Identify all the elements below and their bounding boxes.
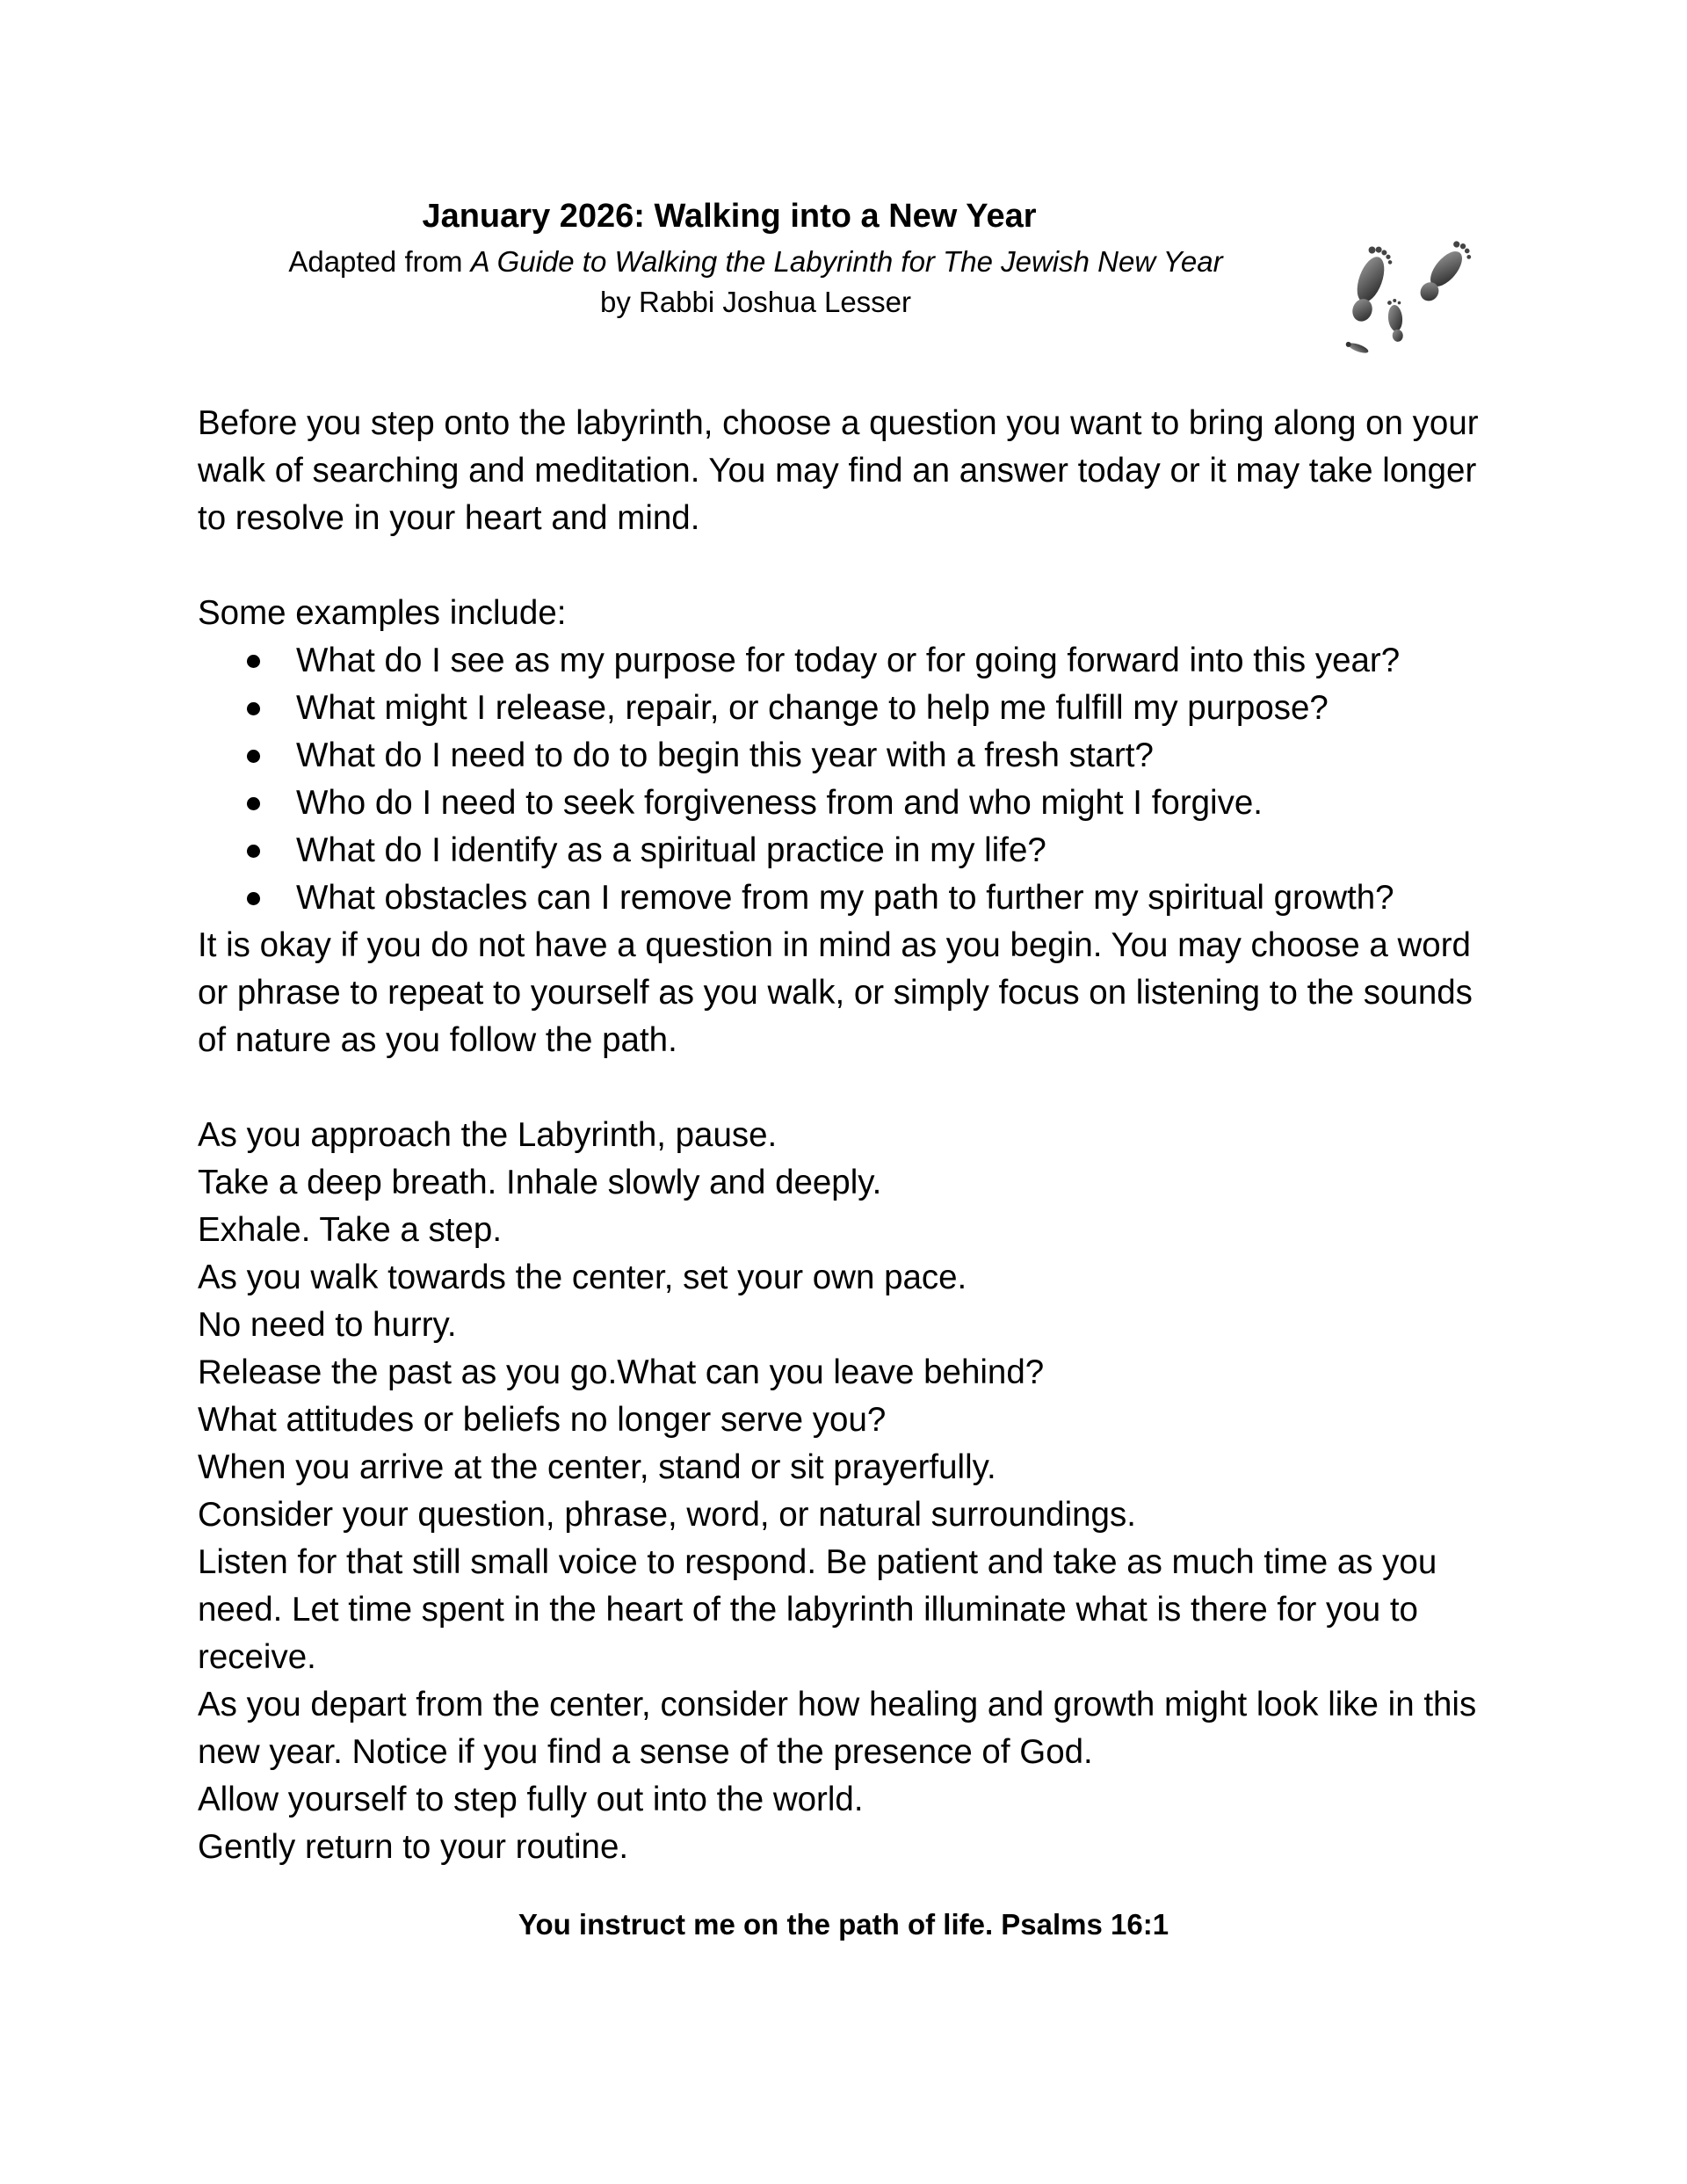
list-item: Who do I need to seek forgiveness from and who might I forgive. bbox=[198, 780, 1507, 827]
instruction-line: Take a deep breath. Inhale slowly and deeply. bbox=[198, 1164, 882, 1201]
list-item: What obstacles can I remove from my path to further my spiritual growth? bbox=[198, 874, 1507, 922]
instruction-line: As you walk towards the center, set your own pace. bbox=[198, 1259, 967, 1296]
footprint-small bbox=[1387, 298, 1404, 342]
list-item: What might I release, repair, or change to help me fulfill my purpose? bbox=[198, 685, 1507, 732]
intro-paragraph: Before you step onto the labyrinth, choose a question you want to bring along on your walk of searching and meditation. You may find an answer today or it may take longer to resolve in your heart and mind. bbox=[198, 404, 1479, 537]
instruction-line: Exhale. Take a step. bbox=[198, 1211, 503, 1249]
instruction-line: Consider your question, phrase, word, or natural surroundings. bbox=[198, 1496, 1136, 1534]
document-body bbox=[198, 400, 1507, 1871]
instruction-line: What attitudes or beliefs no longer serve you? bbox=[198, 1401, 887, 1439]
bullet-icon bbox=[247, 702, 260, 715]
instruction-line: Allow yourself to step fully out into the world. bbox=[198, 1781, 864, 1818]
examples-list bbox=[198, 637, 1507, 922]
footprint-left bbox=[1344, 243, 1395, 325]
closing-quote: You instruct me on the path of life. Psalms 16:1 bbox=[518, 1908, 1169, 1941]
page-title: January 2026: Walking into a New Year bbox=[422, 198, 1037, 235]
instruction-line: Gently return to your routine. bbox=[198, 1828, 629, 1866]
list-item: What do I need to do to begin this year with a fresh start? bbox=[198, 732, 1507, 780]
instruction-line: No need to hurry. bbox=[198, 1306, 457, 1344]
instruction-line: Listen for that still small voice to respond. Be patient and take as much time as you need. Let time spent in the heart of the labyrinth illuminate what is there for you to receive. bbox=[198, 1543, 1437, 1676]
source-work-title: A Guide to Walking the Labyrinth for The Jewish New Year bbox=[470, 245, 1223, 278]
bullet-icon bbox=[247, 797, 260, 810]
bullet-icon bbox=[247, 750, 260, 763]
instruction-line: When you arrive at the center, stand or sit prayerfully. bbox=[198, 1448, 996, 1486]
subtitle bbox=[0, 243, 1511, 281]
bullet-icon bbox=[247, 892, 260, 905]
instruction-line: As you depart from the center, consider how healing and growth might look like in this new year. Notice if you find a sense of the presence of God. bbox=[198, 1686, 1477, 1771]
instruction-line: Release the past as you go.What can you leave behind? bbox=[198, 1353, 1045, 1391]
walk-instructions bbox=[198, 1112, 1507, 1871]
footprints-icon bbox=[1334, 227, 1485, 359]
footprint-tiny bbox=[1345, 340, 1370, 355]
examples-heading: Some examples include: bbox=[198, 594, 567, 632]
list-item: What do I identify as a spiritual practice in my life? bbox=[198, 827, 1507, 874]
closing-paragraph: It is okay if you do not have a question in mind as you begin. You may choose a word or phrase to repeat to yourself as you walk, or simply focus on listening to the sounds of nature as you follow the path. bbox=[198, 926, 1473, 1059]
author-byline: by Rabbi Joshua Lesser bbox=[599, 286, 912, 318]
footprint-right bbox=[1414, 238, 1475, 306]
bullet-icon bbox=[247, 655, 260, 668]
bullet-icon bbox=[247, 845, 260, 858]
list-item: What do I see as my purpose for today or for going forward into this year? bbox=[198, 637, 1507, 685]
instruction-line: As you approach the Labyrinth, pause. bbox=[198, 1116, 778, 1154]
subtitle-prefix: Adapted from bbox=[288, 245, 471, 278]
